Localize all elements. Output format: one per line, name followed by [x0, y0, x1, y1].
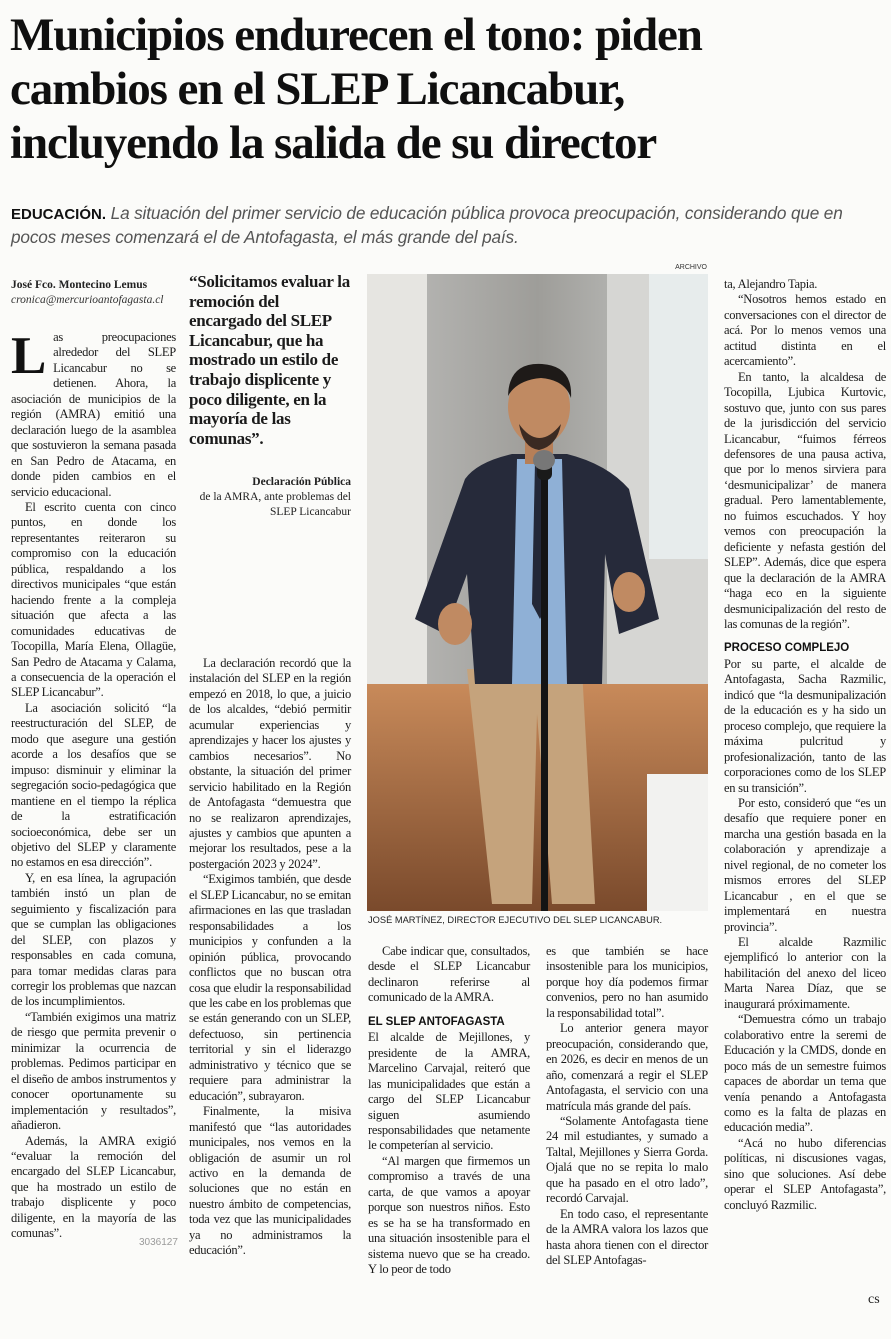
- section-kicker: EDUCACIÓN.: [11, 206, 107, 223]
- article-column-4: [546, 944, 708, 1269]
- byline-author: José Fco. Montecino Lemus: [11, 279, 148, 291]
- headline-line-1: Municipios endurecen el tono: piden: [10, 9, 702, 61]
- paragraph: Además, la AMRA exigió “evaluar la remoción del encargado del SLEP Licancabur, que ha mostrado un estilo de trabajo displicente y poco diligente, en la mayoría de las comunas”.: [11, 1133, 176, 1241]
- pull-quote-source: [189, 475, 351, 520]
- clipping-id-watermark: 3036127: [139, 1237, 178, 1248]
- article-column-5: [724, 277, 886, 1213]
- photo-credit: ARCHIVO: [675, 264, 707, 271]
- subhead: EL SLEP ANTOFAGASTA: [368, 1015, 505, 1028]
- drop-cap: L: [11, 327, 47, 385]
- deck-text: La situación del primer servicio de educación pública provoca preocupación, considerando que en pocos meses comenzará el de Antofagasta, el más grande del país.: [11, 203, 843, 247]
- paragraph: El alcalde de Mejillones, y presidente de la AMRA, Marcelino Carvajal, reiteró que las municipalidades que están a cargo del SLEP Licancabur siguen asumiendo responsabilidades que netamente le competerían al servicio.: [368, 1030, 530, 1153]
- article-column-2: [189, 656, 351, 1259]
- paragraph: En tanto, la alcaldesa de Tocopilla, Ljubica Kurtovic, sostuvo que, junto con sus pares de la jurisdicción del servicio Licancabur, “fuimos férreos defensores de una pausa activa, que por lo menos sirviera para ‘desmunicipalizar’ de manera gradual. Pero lamentablemente, no fuimos escuchados. Y hoy vemos con preocupación la deficiente y nefasta gestión del SLEP”. Además, dice que espera que la declaración de la AMRA “haga eco en la siguiente desmunicipalización del resto de las comunas de la región”.: [724, 369, 886, 631]
- paragraph: “Nosotros hemos estado en conversaciones con el director de acá. Por lo menos vemos una actitud distinta en el acercamiento”.: [724, 292, 886, 369]
- paragraph: “Demuestra cómo un trabajo colaborativo entre la seremi de Educación y la CMDS, donde en poco más de un semestre fuimos capaces de abordar un tema que venía penando a Antofagasta como es la falta de plazas en educación media”.: [724, 1012, 886, 1135]
- pull-quote: “Solicitamos evaluar la remoción del encargado del SLEP Licancabur, que ha mostrado un estilo de trabajo displicente y poco diligente, en la mayoría de las comunas”.: [189, 272, 350, 448]
- paragraph: “Exigimos también, que desde el SLEP Licancabur, no se emitan afirmaciones en las que trasladan responsabilidades a los municipios y confunden a la opinión pública, provocando conflictos que no buscan otra cosa que eludir la responsabilidad que les cabe en los problemas que se están generando con un SLEP, defectuoso, sin pertinencia territorial y sin el liderazgo administrativo y técnico que se requiere para administrar la educación”, subrayaron.: [189, 872, 351, 1103]
- pull-quote-source-detail: de la AMRA, ante problemas del SLEP Licancabur: [199, 491, 351, 518]
- article-column-1: [11, 327, 176, 1242]
- paragraph: En todo caso, el representante de la AMRA valora los lazos que hasta ahora tienen con el director del SLEP Antofagas-: [546, 1206, 708, 1268]
- paragraph: “Al margen que firmemos un compromiso a través de una carta, de que vamos a apoyar porque son nuestros niños. Esto es se ha se ha transformado en una situación insostenible para el sistema nuevo que se ha creado. Y lo peor de todo: [368, 1153, 530, 1277]
- pull-quote-source-title: Declaración Pública: [252, 476, 351, 488]
- headline-line-2: cambios en el SLEP Licancabur,: [10, 63, 625, 115]
- byline: [11, 278, 176, 308]
- paragraph: Por su parte, el alcalde de Antofagasta, Sacha Razmilic, indicó que “la desmunipalización de la educación es y ha sido un proceso complejo, que requiere la máxima pulcritud y profesionalización, tanto de las corporaciones como de los SLEP en su transición”.: [724, 656, 886, 795]
- paragraph: El alcalde Razmilic ejemplificó lo anterior con la habilitación del anexo del liceo Marta Narea Díaz, que se inaugurará próximamente.: [724, 935, 886, 1011]
- photo-caption: JOSÉ MARTÍNEZ, DIRECTOR EJECUTIVO DEL SLEP LICANCABUR.: [368, 915, 663, 925]
- paragraph: La declaración recordó que la instalación del SLEP en la región empezó en 2018, lo que, a juicio de los alcaldes, “debió permitir acumular experiencias y aprendizajes y hacer los ajustes y cambios necesarios”. No obstante, la situación del primer servicio habilitado en la Región de Antofagasta “demuestra que no se realizaron aprendizajes, ajustes y cambios que apunten a mejorar los resultados, pese a la postergación 2023 y 2024”.: [189, 656, 351, 871]
- paragraph: “También exigimos una matriz de riesgo que permita prevenir o minimizar la ocurrencia de problemas. Pedimos participar en el diseño de ambos instrumentos y conocer oportunamente su implementación y resultados”, añadieron.: [11, 1009, 176, 1133]
- subhead: PROCESO COMPLEJO: [724, 642, 850, 655]
- paragraph: El escrito cuenta con cinco puntos, en donde los representantes reiteraron su compromiso con la educación pública, respaldando a los directivos municipales “que están haciendo frente a la compleja situación que afecta a las comunidades educativas de Tocopilla, María Elena, Ollagüe, San Pedro de Atacama y Calama, a consecuencia de la operación el SLEP Licancabur”.: [11, 499, 176, 700]
- deck: [11, 202, 881, 249]
- article-photo: [367, 274, 708, 911]
- byline-email[interactable]: cronica@mercurioantofagasta.cl: [11, 294, 164, 306]
- paragraph: La asociación solicitó “la reestructuración del SLEP, de modo que asegure una gestión acorde a los desafíos que se impuso: disminuir y eliminar la segregación socio-pedagógica que mantiene en el tiempo la réplica de la estratificación socioeconómica, debe ser un objetivo del SLEP y claramente no estamos en esa dirección”.: [11, 700, 176, 870]
- paragraph: Por esto, consideró que “es un desafío que requiere poner en marcha una gestión basada en la colaboración y aprendizaje a nivel regional, de no cometer los mismos errores del SLEP Licancabur , en el que se implementará en nuestra provincia”.: [724, 795, 886, 934]
- paragraph: ta, Alejandro Tapia.: [724, 277, 818, 291]
- paragraph: Finalmente, la misiva manifestó que “las autoridades municipales, nos vemos en la obligación de asumir un rol activo en la demanda de soluciones que no están en nuestro ámbito de competencias, toda vez que las municipalidades ya no administramos la educación”.: [189, 1104, 351, 1258]
- speaker-photo-illustration: [367, 274, 708, 911]
- paragraph: “Acá no hubo diferencias políticas, ni discusiones vagas, sino que soluciones. Así debe operar el SLEP Antofagasta”, concluyó Razmilic.: [724, 1135, 886, 1212]
- headline-line-3: incluyendo la salida de su director: [10, 117, 657, 169]
- article-column-3: [368, 944, 530, 1278]
- paragraph: Y, en esa línea, la agrupación también instó un plan de seguimiento y fiscalización para que se cumplan las obligaciones del SLEP, con plazos y responsables en cada comuna, para tomar medidas claras para corregir los problemas que nazcan de los incumplimientos.: [11, 870, 176, 1009]
- paragraph: “Solamente Antofagasta tiene 24 mil estudiantes, y sumado a Taltal, Mejillones y Sierra Gorda. Ojalá que no se repita lo malo que ha pasado en el otro lado”, recordó Carvajal.: [546, 1113, 708, 1206]
- paragraph: Cabe indicar que, consultados, desde el SLEP Licancabur declinaron referirse al comunicado de la AMRA.: [368, 944, 530, 1005]
- paragraph: Las preocupaciones alrededor del SLEP Licancabur no se detienen. Ahora, la asociación de municipios de la región (AMRA) emitió una declaración luego de la asamblea que sostuvieron la semana pasada en San Pedro de Atacama, en donde piden cambios en el servicio educacional.: [11, 327, 176, 499]
- end-mark: cs: [868, 1292, 880, 1307]
- headline: [10, 8, 880, 170]
- paragraph: es que también se hace insostenible para los municipios, porque hoy día podemos firmar convenios, pero no han asumido la responsabilidad total”.: [546, 944, 708, 1020]
- paragraph: Lo anterior genera mayor preocupación, considerando que, en 2026, es decir en menos de un año, comenzará a regir el SLEP Antofagasta, el servicio con una matrícula más grande del país.: [546, 1021, 708, 1113]
